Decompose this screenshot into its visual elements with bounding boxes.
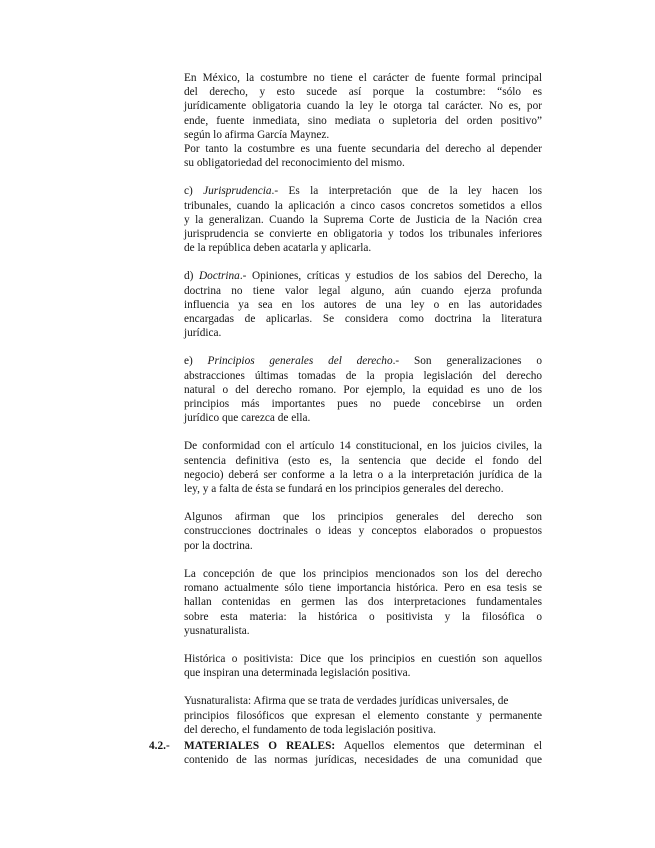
text-line: tribunales, cuando la aplicación a cinco casos concretos sometidos a ellos [184, 199, 542, 212]
text-line: sobre esta materia: la histórica o positivista y la filosófica o [184, 610, 542, 623]
text-line: jurídica. [184, 327, 222, 340]
item-letter: e) [184, 355, 208, 368]
text-line: abstracciones últimas tomadas de la propia legislación del derecho [184, 369, 542, 382]
text-fragment: Es la interpretación que de la ley hacen los [278, 185, 542, 198]
paragraph-doctrina [184, 269, 542, 340]
text-line: del derecho, el fundamento de toda legislación positiva. [184, 723, 436, 736]
text-line: Por tanto la costumbre es una fuente secundaria del derecho al depender [184, 143, 542, 156]
text-line: doctrina no tiene valor legal alguno, aún cuando ejerza profunda [184, 284, 542, 297]
text-line: Histórica o positivista: Dice que los principios en cuestión son aquellos [184, 652, 542, 665]
text-line [184, 184, 542, 198]
section-body [184, 739, 542, 767]
text-fragment: Aquellos elementos que determinan el [335, 740, 542, 752]
item-heading-suffix: .- [392, 355, 400, 368]
item-letter: d) [184, 270, 200, 283]
paragraph-principios [184, 354, 542, 425]
text-line: según lo afirma García Maynez. [184, 128, 330, 141]
text-line: encargadas de aplicarlas. Se considera como doctrina la literatura [184, 313, 542, 326]
item-letter: c) [184, 185, 204, 198]
text-line: principios filosóficos que expresan el elemento constante y permanente [184, 709, 542, 722]
paragraph-historica [184, 652, 542, 680]
text-line: Yusnaturalista: Afirma que se trata de verdades jurídicas universales, de [184, 695, 509, 708]
text-line: su obligatoriedad del reconocimiento del mismo. [184, 157, 405, 170]
text-line: contenido de las normas jurídicas, necesidades de una comunidad que [184, 754, 542, 767]
text-line: y la generalizan. Cuando la Suprema Corte de Justicia de la Nación crea [184, 213, 542, 226]
text-line: yusnaturalista. [184, 624, 250, 637]
text-line: Algunos afirman que los principios generales del derecho son [184, 511, 542, 524]
text-line: de la república deben acatarla y aplicarla. [184, 242, 372, 255]
text-line: sentencia definitiva (esto es, la sentencia que decide el fondo del [184, 454, 542, 467]
text-line [184, 269, 542, 283]
item-heading-suffix: .- [239, 270, 247, 283]
text-line: del derecho, y esto sucede así porque la costumbre: “sólo es [184, 86, 542, 99]
section-title: MATERIALES O REALES: [184, 740, 336, 752]
paragraph-costumbre [184, 71, 542, 170]
text-line: romano actualmente sólo tiene importancia histórica. Pero en esa tesis se [184, 582, 542, 595]
text-line: natural o del derecho romano. Por ejemplo, la equidad es uno de los [184, 383, 542, 396]
text-line: jurídicamente obligatoria cuando la ley le otorga tal carácter. No es, por [184, 100, 542, 113]
text-line: La concepción de que los principios mencionados son los del derecho [184, 567, 542, 580]
item-heading: Jurisprudencia [203, 185, 272, 198]
section-number: 4.2.- [149, 740, 170, 752]
text-line: hallan contenidas en germen las dos interpretaciones fundamentales [184, 596, 542, 609]
paragraph-jurisprudencia [184, 184, 542, 255]
text-line: ende, fuente inmediata, sino mediata o supletoria del orden positivo” [184, 114, 542, 127]
text-line: que inspiran una determinada legislación positiva. [184, 667, 411, 680]
item-heading-suffix: .- [271, 185, 279, 198]
text-line: jurídico que carezca de ella. [184, 412, 311, 425]
text-line: principios más importantes pues no puede concebirse un orden [184, 398, 542, 411]
text-line [184, 739, 542, 753]
text-line: jurisprudencia se convierte en obligatoria y todos los tribunales inferiores [184, 228, 542, 241]
item-heading: Doctrina [199, 270, 240, 283]
text-line: por la doctrina. [184, 539, 253, 552]
text-line [184, 354, 542, 368]
text-line: ley, y a falta de ésta se fundará en los principios generales del derecho. [184, 483, 504, 496]
paragraph-yusnaturalista [184, 694, 542, 737]
body-column [184, 71, 542, 737]
text-line: negocio) deberá ser conforme a la letra o a la interpretación jurídica de la [184, 468, 542, 481]
text-line: De conformidad con el artículo 14 constitucional, en los juicios civiles, la [184, 440, 542, 453]
paragraph-articulo-14 [184, 439, 542, 496]
text-line: influencia ya sea en los autores de una ley o en las autoridades [184, 298, 542, 311]
item-heading: Principios generales del derecho [207, 355, 393, 368]
paragraph-algunos-afirman [184, 510, 542, 553]
paragraph-concepcion [184, 567, 542, 638]
text-fragment: Opiniones, críticas y estudios de los sabios del Derecho, la [246, 270, 542, 283]
text-fragment: Son generalizaciones o [399, 355, 542, 368]
text-line: construcciones doctrinales o ideas y conceptos elaborados o propuestos [184, 525, 542, 538]
text-line: En México, la costumbre no tiene el carácter de fuente formal principal [184, 72, 542, 84]
